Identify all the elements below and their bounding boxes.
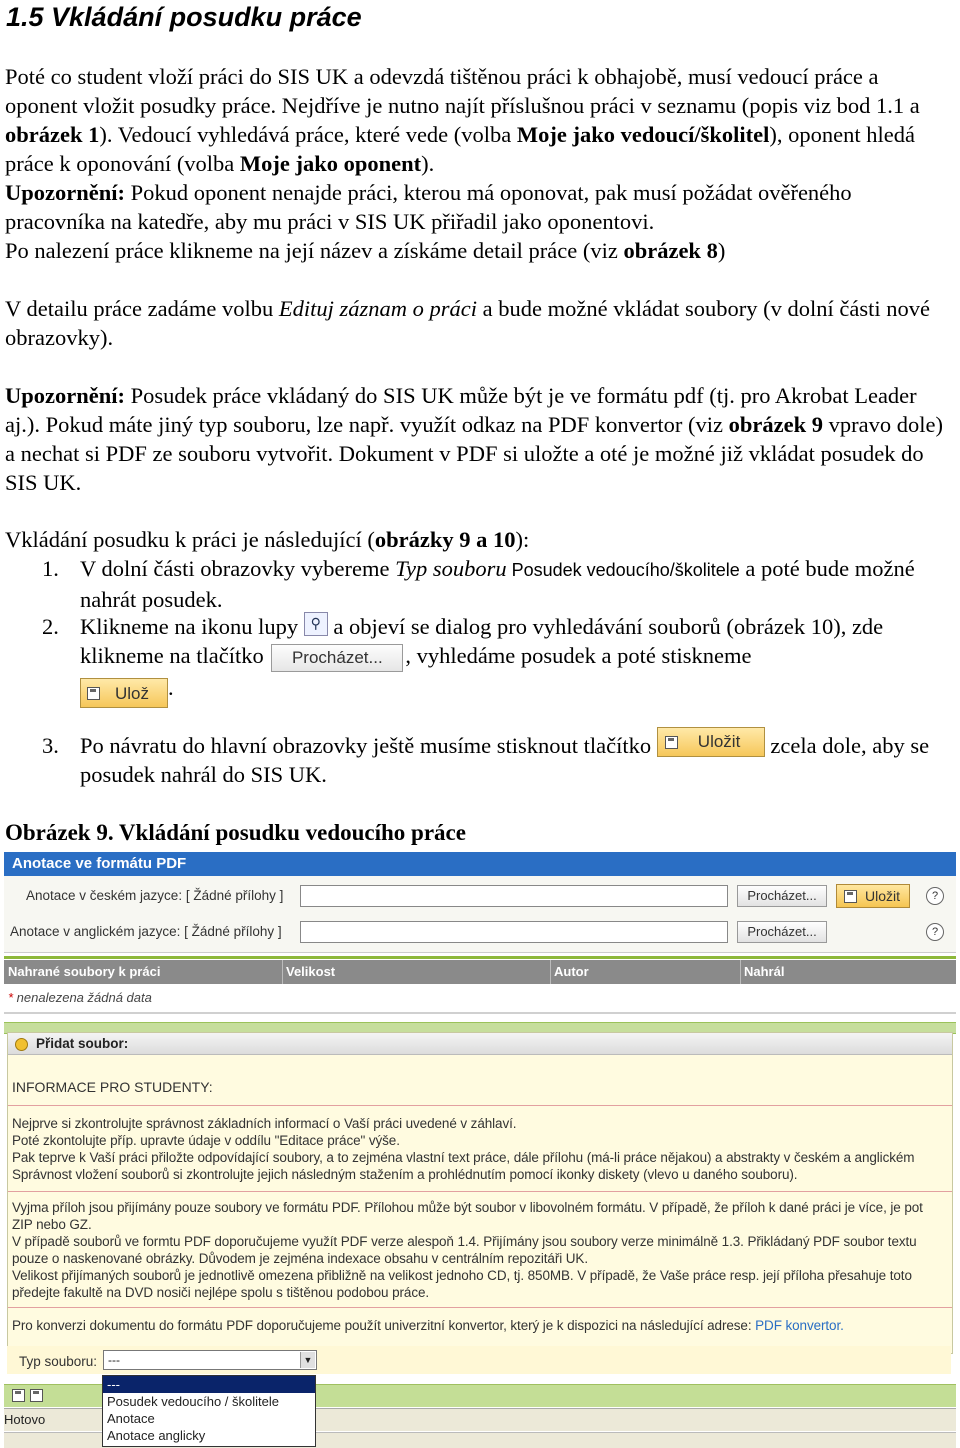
file-type-dropdown [102,1375,316,1447]
save-short-button-example: Ulož [80,678,168,708]
figure-caption: Obrázek 9. Vkládání posudku vedoucího práce [5,820,466,845]
save-button-czech[interactable]: Uložit [836,884,910,908]
column-divider [740,960,741,984]
annotation-area [4,876,956,953]
lightbulb-icon [15,1038,28,1051]
save-button-example: Uložit [657,727,765,757]
info-title: INFORMACE PRO STUDENTY: [12,1079,213,1095]
column-header-author: Autor [554,964,589,979]
annotation-english-file-input[interactable] [300,921,728,943]
floppy-disk-icon [665,736,678,749]
divider [8,1307,952,1308]
print-icon[interactable] [30,1389,43,1402]
annotation-czech-file-input[interactable] [300,885,728,907]
floppy-disk-icon [844,890,857,903]
file-type-row [7,1346,951,1374]
browse-button-czech[interactable]: Procházet... [737,885,827,907]
divider [8,1105,952,1106]
file-type-select[interactable]: --- ▼ [103,1350,317,1370]
dropdown-option[interactable]: Anotace [107,1411,155,1426]
dropdown-option[interactable]: Posudek vedoucího / školitele [107,1394,279,1409]
column-header-uploaded-by: Nahrál [744,964,785,979]
page-heading: 1.5 Vkládání posudku práce [6,2,362,32]
info-text: Vyjma příloh jsou přijímány pouze soubory ve formátu PDF. Přílohou může být soubor v libovolném formátu. V případě, že příloh k dané práci je více, je pot ZIP nebo GZ. V případě souborů ve formtu PDF doporučujeme využít PDF verze alespoň 1.4. Přijímány jsou soubory verze minimálně 1.3. Přikládaný PDF soubor textu pouze o naskenované obrázky. Důvodem je zejména indexace obsahu v centrálním repozitáři UK. Velikost přijímaných souborů je jednotlivě omezena přibližně na velikost jednoho CD, tj. 850MB. V případě, že Vaše práce resp. její příloha přesahuje toto předejte fakultě na DVD nosiči nejlépe spolu s tištěnou podobou práce. [12,1200,923,1300]
annotation-english-label: Anotace v anglickém jazyce: [ Žádné přílohy ] [10,924,282,939]
column-header-size: Velikost [286,964,336,979]
paragraph-warning-2: Upozornění: Posudek práce vkládaný do SIS UK může být je ve formátu pdf (tj. pro Akrobat Leader aj.). Pokud máte jiný typ souboru, lze např. využít odkaz na PDF konvertor (viz obrázek 9 vpravo dole) a nechat si PDF ze souboru vytvořit. Dokument v PDF si uložte a oté je možné již vkládat posudek do SIS UK. [5,383,943,495]
column-header-files: Nahrané soubory k práci [8,964,161,979]
browse-button-english[interactable]: Procházet... [737,921,827,943]
info-text: Nejprve si zkontrolujte správnost základních informací o Vaší práci uvedené v záhlaví. Poté zkontolujte příp. upravte údaje v oddílu "Editace práce" výše. Pak teprve k Vaší práci přiložte odpovídající soubory, a to zejména vlastní text práce, dále přílohu (má-li práce nějakou) a abstrakty v českém a anglickém Správnost vložení souborů si zkontrolujte jejich následným stažením a prohlédnutím pomocí ikonky diskety (vlevo u daného souboru). [12,1116,915,1182]
paragraph-detail: V detailu práce zadáme volbu Edituj záznam o práci a bude možné vkládat soubory (v dolní části nové obrazovky). [5,296,931,350]
add-file-panel [7,1032,953,1354]
help-icon[interactable]: ? [926,887,944,905]
browser-status-bar: Hotovo [4,1408,956,1431]
divider [4,956,956,959]
column-divider [282,960,283,984]
dropdown-option[interactable]: Anotace anglicky [107,1428,206,1443]
magnifier-icon: ⚲ [304,612,328,636]
screenshot-figure [4,852,956,1447]
annotation-row-czech [4,884,956,910]
file-type-label: Typ souboru: [19,1354,98,1369]
add-file-header: Přidat soubor: [8,1033,952,1055]
dropdown-option[interactable]: --- [103,1376,315,1393]
chevron-down-icon: ▼ [300,1352,315,1368]
divider [4,1012,956,1014]
info-pdf-converter: Pro konverzi dokumentu do formátu PDF doporučujeme použít univerzitní konvertor, který je k dispozici na následující adrese: PDF konvertor. [12,1318,844,1333]
annotation-row-english [4,920,956,946]
paragraph-find-work: Po nalezení práce klikneme na její název a získáme detail práce (viz obrázek 8) [5,238,726,263]
help-icon[interactable]: ? [926,923,944,941]
browse-button-example: Procházet... [271,644,403,672]
floppy-disk-icon[interactable] [12,1389,25,1402]
floppy-disk-icon [87,687,100,700]
paragraph-steps-intro: Vkládání posudku k práci je následující (obrázky 9 a 10): [5,527,530,552]
files-table-header [4,960,956,984]
pdf-converter-link[interactable]: PDF konvertor. [755,1318,844,1333]
paragraph-warning-1: Upozornění: Pokud oponent nenajde práci, kterou má oponovat, pak musí požádat ověřeného pracovníka na katedře, aby mu práci v SIS UK přiřadil jako oponentovi. [5,180,852,234]
annotation-pdf-bar: Anotace ve formátu PDF [4,852,956,876]
no-data-message: * nenalezena žádná data [8,990,152,1005]
paragraph-intro: Poté co student vloží práci do SIS UK a odevzdá tištěnou práci k obhajobě, musí vedoucí práce a oponent vložit posudky práce. Nejdříve je nutno najít příslušnou práci v seznamu (popis viz bod 1.1 a obrázek 1). Vedoucí vyhledává práce, které vede (volba Moje jako vedoucí/školitel), oponent hledá práce k oponování (volba Moje jako oponent). [5,64,920,176]
column-divider [550,960,551,984]
divider [8,1191,952,1192]
annotation-czech-label: Anotace v českém jazyce: [ Žádné přílohy ] [26,888,284,903]
